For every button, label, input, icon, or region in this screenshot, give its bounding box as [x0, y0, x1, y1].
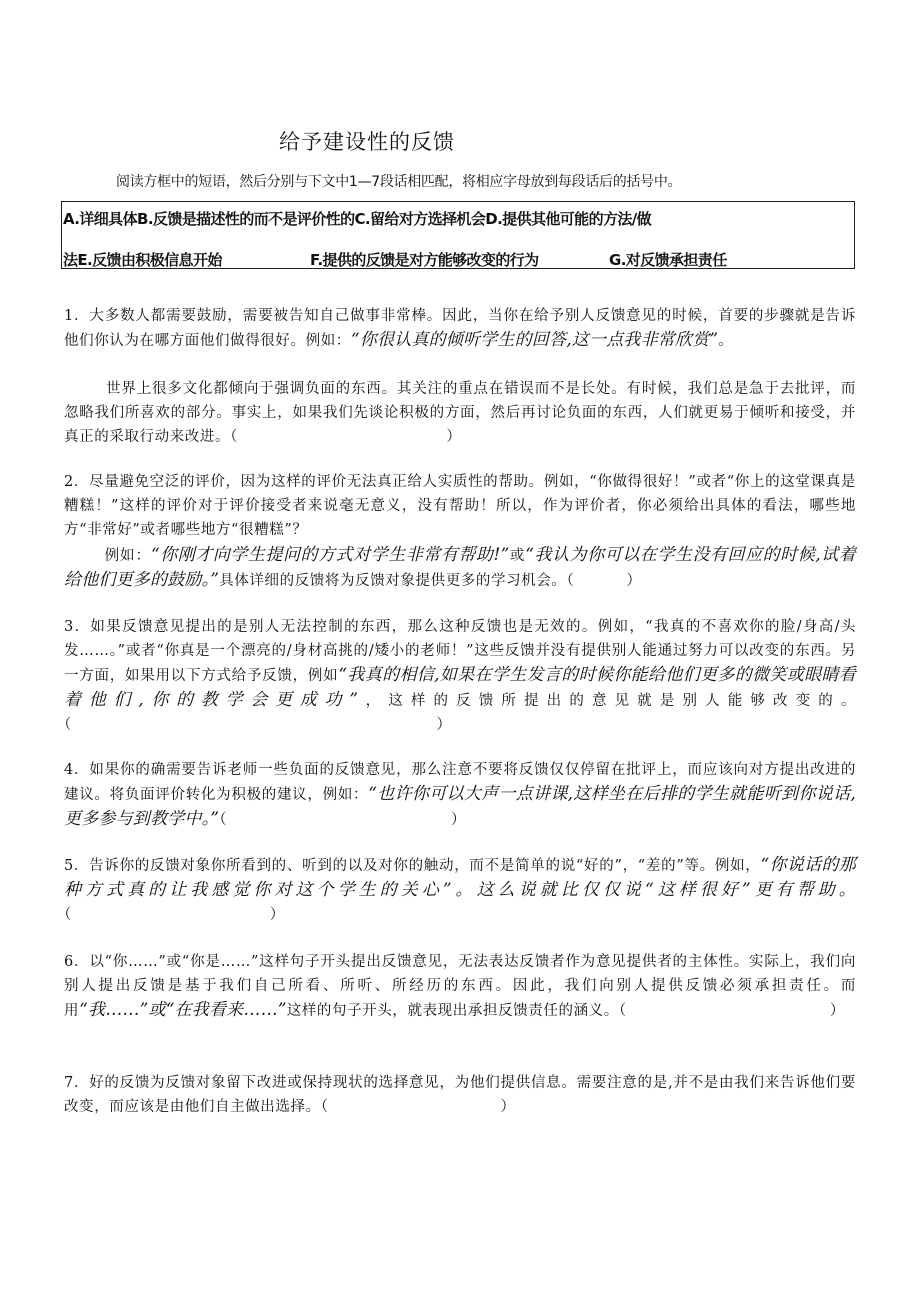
p5-text: 5．告诉你的反馈对象你所看到的、听到的以及对你的触动，而不是简单的说“好的”，“差的”等。例如，: [64, 858, 761, 874]
p3-end: ，这样的反馈所提出的意见就是别人能够改变的。: [358, 693, 856, 709]
option-f: F.提供的反馈是对方能够改变的行为: [310, 251, 539, 269]
p7-text: 7．好的反馈为反馈对象留下改进或保持现状的选择意见，为他们提供信息。需要注意的是,并不是由我们来告诉他们要改变，而应该是由他们自主做出选择。: [64, 1075, 856, 1115]
paragraph-1b: [64, 377, 856, 449]
p5-quote: “你说话的那种方式真的让我感觉你对这个学生的关心”。这么说就比仅仅说“这样很好”更有帮助。: [64, 855, 856, 900]
p6-text: 6．以“你……”或“你是……”这样句子开头提出反馈意见，无法表达反馈者作为意见提供者的主体性。实际上，我们向别人提出反馈是基于我们自己所看、所听、所经历的东西。因此，我们向别人提供反馈必须承担责任。而用: [64, 954, 856, 1019]
page-title: 给予建设性的反馈: [279, 130, 455, 154]
options-line-1: A.详细具体B.反馈是描述性的而不是评价性的C.留给对方选择机会D.提供其他可能的方法/做: [63, 210, 652, 228]
instruction-text: 阅读方框中的短语，然后分别与下文中1—7段话相匹配，将相应字母放到每段话后的括号中。: [116, 174, 682, 190]
p4-text: 4．如果你的确需要告诉老师一些负面的反馈意见，那么注意不要将反馈仅仅停留在批评上，而应该向对方提出改进的建议。将负面评价转化为积极的建议，例如：: [64, 762, 856, 803]
answer-blank-6[interactable]: （ ）: [618, 1003, 845, 1019]
p2-quote-2: “我认为你可以在学生没有回应的时候,试着给他们更多的鼓励。”: [64, 545, 856, 590]
p2-quote-1: “你刚才向学生提问的方式对学生非常有帮助!”: [150, 545, 510, 565]
p3-quote: “我真的相信,如果在学生发言的时候你能给他们更多的微笑或眼睛看着他们,你的教学会更成功”: [64, 665, 856, 710]
p2-example-label: 例如：: [104, 548, 151, 564]
p2-text: 2．尽量避免空泛的评价，因为这样的评价无法真正给人实质性的帮助。例如，“你做得很好！”或者“你上的这堂课真是糟糕！”这样的评价对于评价接受者来说毫无意义，没有帮助！所以，作为评价者，你必须给出具体的看法，哪些地方“非常好”或者哪些地方“很糟糕”？: [64, 474, 856, 538]
paragraph-2b: [64, 543, 856, 593]
option-g: G.对反馈承担责任: [609, 251, 727, 269]
p4-quote: “也许你可以大声一点讲课,这样坐在后排的学生就能听到你说话,更多参与到教学中。”: [64, 784, 857, 829]
answer-blank-5[interactable]: （ ）: [64, 907, 285, 923]
p3-text: 3．如果反馈意见提出的是别人无法控制的东西，那么这种反馈也是无效的。例如，“我真的不喜欢你的脸/身高/头发……。”或者“你真是一个漂亮的/身材高挑的/矮小的老师！”这些反馈并没有提供别人能通过努力可以改变的东西。另一方面，如果用以下方式给予反馈，例如: [64, 619, 856, 684]
paragraph-6: [64, 950, 856, 1023]
answer-blank-3[interactable]: （ ）: [64, 717, 452, 733]
option-e: 法E.反馈由积极信息开始: [63, 251, 222, 269]
answer-blank-4[interactable]: （ ）: [219, 812, 467, 828]
p2-or: 或: [509, 548, 526, 564]
p1-end: 。: [718, 333, 734, 349]
p1-text-2: 世界上很多文化都倾向于强调负面的东西。其关注的重点在错误而不是长处。有时候，我们总是急于去批评，而忽略我们所喜欢的部分。事实上，如果我们先谈论积极的方面，然后再讨论负面的东西，人们就更易于倾听和接受，并真正的采取行动来改进。: [64, 381, 856, 445]
answer-blank-7[interactable]: （ ）: [320, 1099, 516, 1115]
p2-text-2: 具体详细的反馈将为反馈对象提供更多的学习机会。: [219, 573, 567, 589]
options-box: [61, 201, 855, 269]
p6-quote: “我……”或“在我看来……”: [79, 1000, 287, 1020]
paragraph-4: [64, 758, 856, 832]
paragraph-5: [64, 853, 856, 927]
paragraph-2: [64, 470, 856, 542]
p1-quote: “你很认真的倾听学生的回答,这一点我非常欣赏”: [350, 330, 719, 350]
paragraph-1: [64, 304, 856, 353]
answer-blank-2[interactable]: （ ）: [566, 573, 642, 589]
paragraph-3: [64, 615, 856, 737]
paragraph-7: [64, 1071, 856, 1119]
p1-text: 1．大多数人都需要鼓励，需要被告知自己做事非常棒。因此，当你在给予别人反馈意见的时候，首要的步骤就是告诉他们你认为在哪方面他们做得很好。例如：: [64, 308, 856, 349]
p6-end: 这样的句子开头，就表现出承担反馈责任的涵义。: [286, 1003, 619, 1019]
answer-blank-1[interactable]: （ ）: [230, 429, 462, 445]
